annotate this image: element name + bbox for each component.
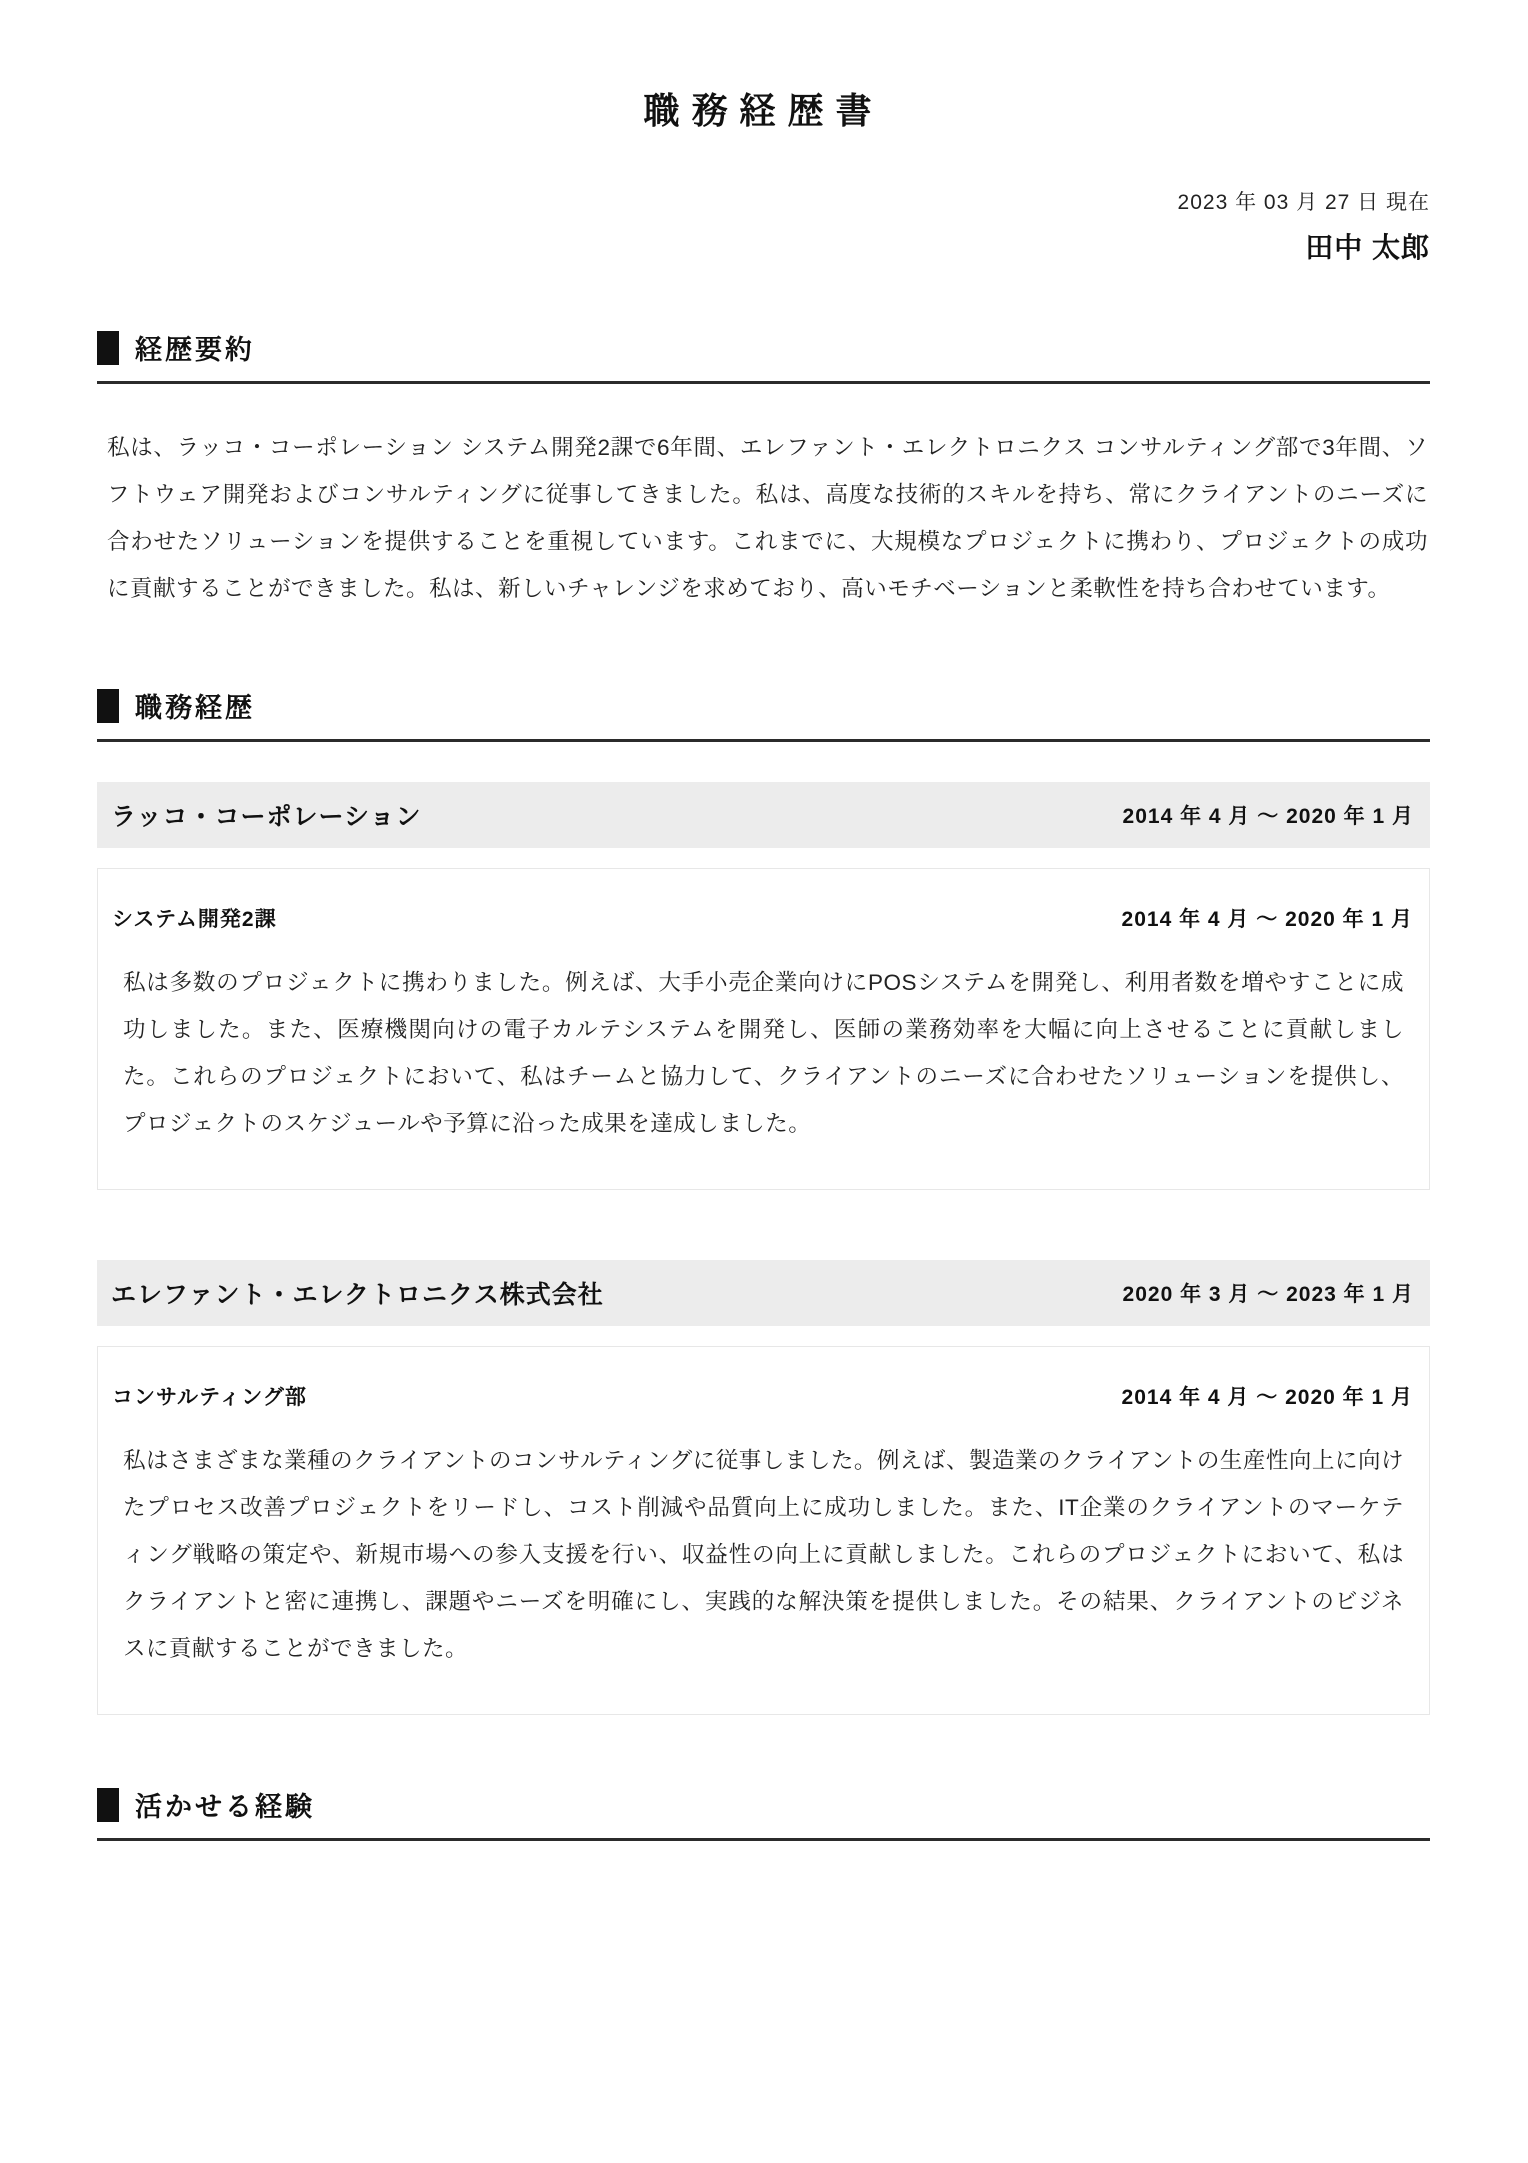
work-history-heading-label: 職務経歴 [135,693,255,723]
doc-date: 2023 年 03 月 27 日 現在 [1177,191,1430,214]
section-skills [97,1785,1430,1841]
summary-paragraph: 私は、ラッコ・コーポレーション システム開発2課で6年間、エレファント・エレクトロニクス コンサルティング部で3年間、ソフトウェア開発およびコンサルティングに従事してきました。私は、高度な技術的スキルを持ち、常にクライアントのニーズに合わせたソリューションを提供することを重視しています。これまでに、大規模なプロジェクトに携わり、プロジェクトの成功に貢献することができました。私は、新しいチャレンジを求めており、高いモチベーションと柔軟性を持ち合わせています。 [107,435,1428,601]
section-summary [97,328,1430,612]
section-rule [97,739,1430,742]
department-period: 2014 年 4 月 ～ 2020 年 1 月 [1121,908,1413,931]
company-period: 2014 年 4 月 ～ 2020 年 1 月 [1122,805,1414,828]
doc-name: 田中 太郎 [1305,232,1430,263]
skills-section-heading [97,1785,1430,1824]
department-row [112,903,1414,933]
section-rule [97,381,1430,384]
summary-section-heading [97,328,1430,367]
company-block [97,782,1430,1190]
skills-heading-label: 活かせる経験 [135,1792,315,1822]
department-period: 2014 年 4 月 ～ 2020 年 1 月 [1121,1386,1413,1409]
work-history-section-heading [97,686,1430,725]
section-marker-icon [97,1788,119,1822]
doc-meta [97,186,1430,266]
job-description: 私は多数のプロジェクトに携わりました。例えば、大手小売企業向けにPOSシステムを開発し、利用者数を増やすことに成功しました。また、医療機関向けの電子カルテシステムを開発し、医師の業務効率を大幅に向上させることに貢献しました。これらのプロジェクトにおいて、私はチームと協力して、クライアントのニーズに合わせたソリューションを提供し、プロジェクトのスケジュールや予算に沿った成果を達成しました。 [123,970,1404,1136]
department-name: システム開発2課 [112,908,277,931]
section-work-history [97,686,1430,1715]
department-row [112,1381,1414,1411]
department-name: コンサルティング部 [112,1386,307,1409]
job-description: 私はさまざまな業種のクライアントのコンサルティングに従事しました。例えば、製造業のクライアントの生産性向上に向けたプロセス改善プロジェクトをリードし、コスト削減や品質向上に成功しました。また、IT企業のクライアントのマーケティング戦略の策定や、新規市場への参入支援を行い、収益性の向上に貢献しました。これらのプロジェクトにおいて、私はクライアントと密に連携し、課題やニーズを明確にし、実践的な解決策を提供しました。その結果、クライアントのビジネスに貢献することができました。 [123,1448,1404,1661]
company-name: エレファント・エレクトロニクス株式会社 [111,1281,604,1309]
section-marker-icon [97,689,119,723]
summary-heading-label: 経歴要約 [135,335,255,365]
company-header-bar [97,782,1430,848]
company-header-bar [97,1260,1430,1326]
company-name: ラッコ・コーポレーション [111,803,422,831]
company-period: 2020 年 3 月 ～ 2023 年 1 月 [1122,1283,1414,1306]
department-card [97,868,1430,1190]
section-rule [97,1838,1430,1841]
doc-title: 職務経歴書 [643,90,884,131]
section-marker-icon [97,331,119,365]
department-card [97,1346,1430,1715]
company-block [97,1260,1430,1715]
